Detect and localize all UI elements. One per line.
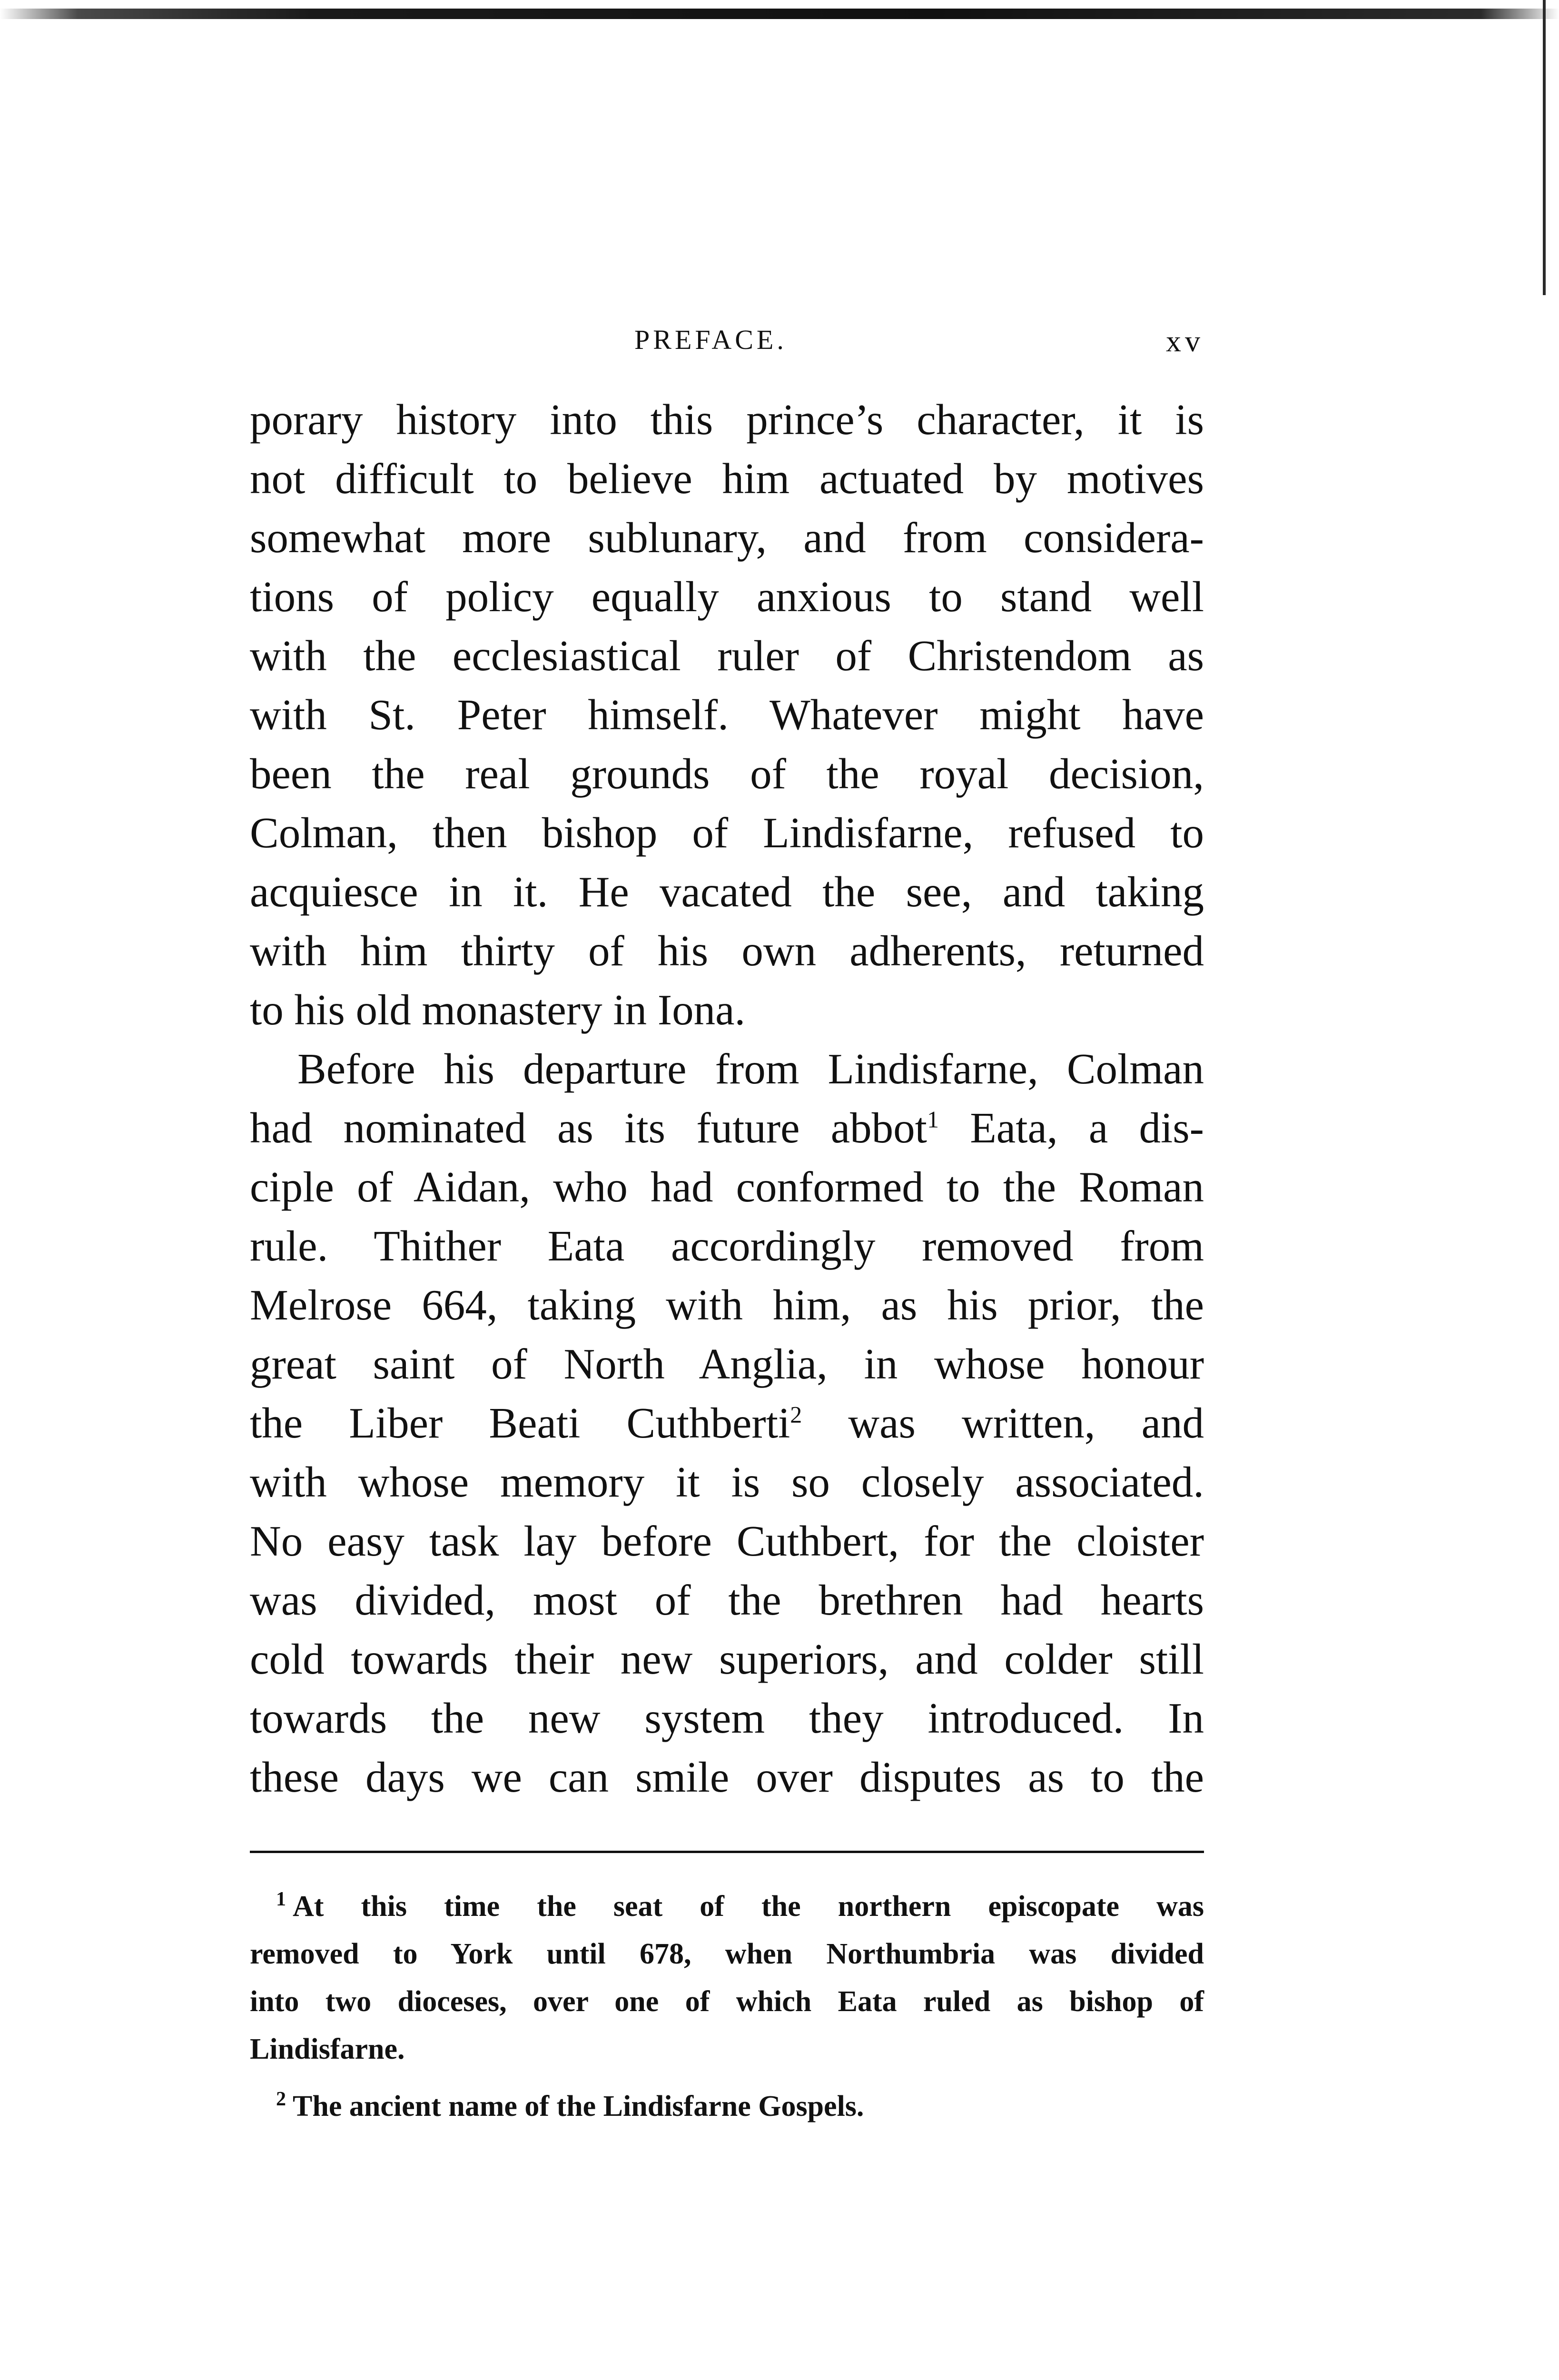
text-line: great saint of North Anglia, in whose honour bbox=[250, 1340, 1204, 1388]
text-span: the Liber Beati Cuthberti bbox=[250, 1399, 790, 1447]
footnote-line bbox=[250, 1883, 1204, 1930]
text-span: Eata, a dis- bbox=[938, 1104, 1204, 1152]
page-header bbox=[250, 324, 1204, 362]
text-line: ciple of Aidan, who had conformed to the Roman bbox=[250, 1163, 1204, 1211]
text-line: rule. Thither Eata accordingly removed from bbox=[250, 1222, 1204, 1270]
running-head: PREFACE. bbox=[634, 324, 787, 355]
text-line: tions of policy equally anxious to stand well bbox=[250, 573, 1204, 621]
text-span: was written, and bbox=[802, 1399, 1204, 1447]
text-line: with St. Peter himself. Whatever might have bbox=[250, 691, 1204, 739]
text-line bbox=[250, 1394, 1204, 1453]
text-line: to his old monastery in Iona. bbox=[250, 986, 746, 1034]
text-line: was divided, most of the brethren had hearts bbox=[250, 1576, 1204, 1624]
footnote-line: into two dioceses, over one of which Eata ruled as bishop of bbox=[250, 1985, 1204, 2018]
text-line: porary history into this prince’s character, it is bbox=[250, 396, 1204, 444]
footnote-ref-1: 1 bbox=[927, 1106, 939, 1133]
footnote-line: Lindisfarne. bbox=[250, 2033, 405, 2065]
footnote-marker: 2 bbox=[276, 2088, 286, 2111]
footnote-text: At this time the seat of the northern episcopate was bbox=[293, 1890, 1204, 1923]
text-line: with him thirty of his own adherents, returned bbox=[250, 927, 1204, 975]
text-line: been the real grounds of the royal decision, bbox=[250, 750, 1204, 798]
body-text bbox=[250, 390, 1204, 1807]
footnotes bbox=[250, 1883, 1204, 2130]
footnote-line: removed to York until 678, when Northumbria was divided bbox=[250, 1938, 1204, 1970]
footnote-ref-2: 2 bbox=[790, 1401, 802, 1428]
footnote-2 bbox=[250, 2082, 1204, 2130]
scan-right-edge bbox=[1543, 0, 1546, 295]
text-line: Melrose 664, taking with him, as his prior, the bbox=[250, 1281, 1204, 1329]
text-line: cold towards their new superiors, and colder still bbox=[250, 1635, 1204, 1683]
text-line: acquiesce in it. He vacated the see, and taking bbox=[250, 868, 1204, 916]
paragraph-2 bbox=[250, 1040, 1204, 1807]
footnote-text: The ancient name of the Lindisfarne Gospels. bbox=[293, 2090, 864, 2122]
text-line: with whose memory it is so closely associated. bbox=[250, 1458, 1204, 1506]
page-number: xv bbox=[1166, 324, 1204, 358]
text-line: Before his departure from Lindisfarne, Colman bbox=[297, 1045, 1204, 1093]
paragraph-1 bbox=[250, 390, 1204, 1040]
text-line: No easy task lay before Cuthbert, for the cloister bbox=[250, 1517, 1204, 1565]
text-line: not difficult to believe him actuated by motives bbox=[250, 455, 1204, 503]
text-line: somewhat more sublunary, and from considera- bbox=[250, 514, 1204, 562]
footnote-line bbox=[250, 2082, 1204, 2130]
text-span: had nominated as its future abbot bbox=[250, 1104, 927, 1152]
text-line: towards the new system they introduced. In bbox=[250, 1694, 1204, 1742]
text-line: Colman, then bishop of Lindisfarne, refused to bbox=[250, 809, 1204, 857]
footnote-divider bbox=[250, 1851, 1204, 1853]
footnote-marker: 1 bbox=[276, 1888, 286, 1911]
footnote-1 bbox=[250, 1883, 1204, 2073]
text-line: with the ecclesiastical ruler of Christendom as bbox=[250, 632, 1204, 680]
text-line bbox=[250, 1099, 1204, 1158]
scan-top-rule bbox=[0, 9, 1559, 19]
text-line: these days we can smile over disputes as to the bbox=[250, 1753, 1204, 1801]
